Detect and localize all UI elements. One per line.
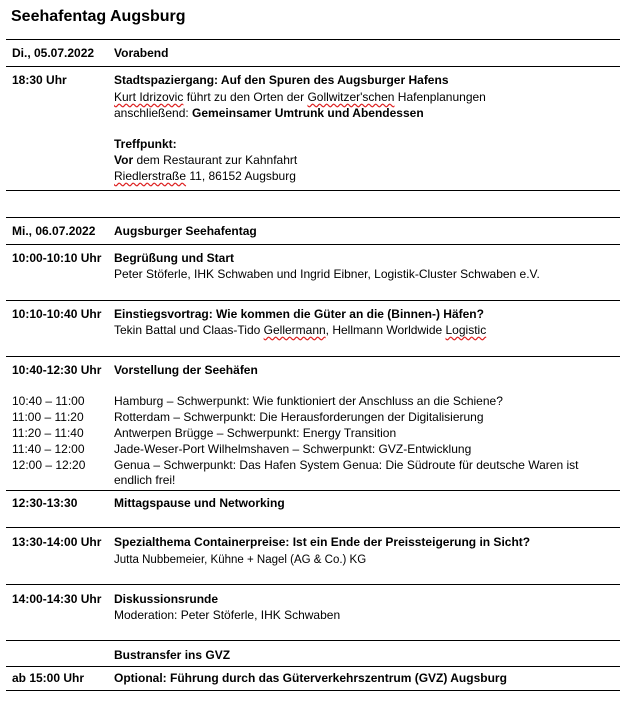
detail-text: , Hellmann Worldwide <box>325 323 446 337</box>
meeting-point-heading: Treffpunkt: <box>114 137 177 151</box>
detail-bold: Gemeinsamer Umtrunk und Abendessen <box>192 106 424 120</box>
detail-prefix: anschließend: <box>114 106 193 120</box>
slot-text: Genua – Schwerpunkt: Das Hafen System Genua: Die Südroute für deutsche Waren ist endlich frei! <box>114 458 579 487</box>
slot-text: Jade-Weser-Port Wilhelmshaven – Schwerpunkt: GVZ-Entwicklung <box>114 442 472 456</box>
divider <box>6 300 620 301</box>
item-heading: Begrüßung und Start <box>114 251 234 265</box>
address-street: Riedlerstraße <box>114 169 187 183</box>
item-heading: Bustransfer ins GVZ <box>114 648 231 662</box>
item-time: 13:30-14:00 Uhr <box>12 535 102 549</box>
slot-time: 10:40 – 11:00 <box>12 394 85 408</box>
detail-text: Hafenplanungen <box>394 90 486 104</box>
slot-text: Antwerpen Brügge – Schwerpunkt: Energy Transition <box>114 426 397 440</box>
item-detail <box>114 323 486 338</box>
meeting-address <box>114 169 296 184</box>
detail-text: führt zu den Orten der <box>183 90 308 104</box>
meeting-point <box>114 153 297 168</box>
meeting-bold: Vor <box>114 153 134 167</box>
item-time: 10:40-12:30 Uhr <box>12 363 102 377</box>
divider <box>6 39 620 40</box>
item-time: 10:00-10:10 Uhr <box>12 251 102 265</box>
detail-word: Gollwitzer'schen <box>307 90 395 104</box>
divider <box>6 690 620 691</box>
item-heading: Optional: Führung durch das Güterverkehrszentrum (GVZ) Augsburg <box>114 671 507 685</box>
item-detail: Moderation: Peter Stöferle, IHK Schwaben <box>114 608 341 622</box>
item-detail <box>114 90 486 105</box>
item-time: 12:30-13:30 <box>12 496 78 510</box>
address-rest: 11, 86152 Augsburg <box>186 169 296 183</box>
item-heading: Stadtspaziergang: Auf den Spuren des Augsburger Hafens <box>114 73 449 87</box>
divider <box>6 527 620 528</box>
item-heading: Spezialthema Containerpreise: Ist ein Ende der Preissteigerung in Sicht? <box>114 535 531 549</box>
divider <box>6 640 620 641</box>
item-detail: Jutta Nubbemeier, Kühne + Nagel (AG & Co.) KG <box>114 554 367 566</box>
divider <box>6 490 620 491</box>
day1-label: Vorabend <box>114 46 169 60</box>
divider <box>6 66 620 67</box>
company-word: Logistic <box>445 323 487 337</box>
divider <box>6 666 620 667</box>
slot-time: 11:00 – 11:20 <box>12 410 84 424</box>
item-heading: Vorstellung der Seehäfen <box>114 363 258 377</box>
page-title: Seehafentag Augsburg <box>11 8 186 25</box>
divider <box>6 584 620 585</box>
divider <box>6 356 620 357</box>
slot-time: 11:20 – 11:40 <box>12 426 84 440</box>
item-time: 10:10-10:40 Uhr <box>12 307 102 321</box>
day2-date: Mi., 06.07.2022 <box>12 224 96 238</box>
detail-text: Tekin Battal und Claas-Tido <box>114 323 264 337</box>
slot-time: 12:00 – 12:20 <box>12 458 86 472</box>
speaker-name: Kurt Idrizovic <box>114 90 184 104</box>
divider <box>6 244 620 245</box>
item-detail: Peter Stöferle, IHK Schwaben und Ingrid Eibner, Logistik-Cluster Schwaben e.V. <box>114 267 540 281</box>
item-time: 18:30 Uhr <box>12 73 67 87</box>
item-time: 14:00-14:30 Uhr <box>12 592 102 606</box>
item-heading: Einstiegsvortrag: Wie kommen die Güter an die (Binnen-) Häfen? <box>114 307 484 321</box>
item-detail <box>114 106 424 121</box>
item-heading: Diskussionsrunde <box>114 592 219 606</box>
slot-text: Hamburg – Schwerpunkt: Wie funktioniert der Anschluss an die Schiene? <box>114 394 503 408</box>
divider <box>6 190 620 191</box>
item-heading: Mittagspause und Networking <box>114 496 285 510</box>
meeting-text: dem Restaurant zur Kahnfahrt <box>133 153 298 167</box>
speaker-surname: Gellermann <box>263 323 326 337</box>
divider <box>6 217 620 218</box>
day1-date: Di., 05.07.2022 <box>12 46 95 60</box>
slot-text: Rotterdam – Schwerpunkt: Die Herausforderungen der Digitalisierung <box>114 410 484 424</box>
slot-time: 11:40 – 12:00 <box>12 442 85 456</box>
item-time: ab 15:00 Uhr <box>12 671 85 685</box>
day2-label: Augsburger Seehafentag <box>114 224 257 238</box>
